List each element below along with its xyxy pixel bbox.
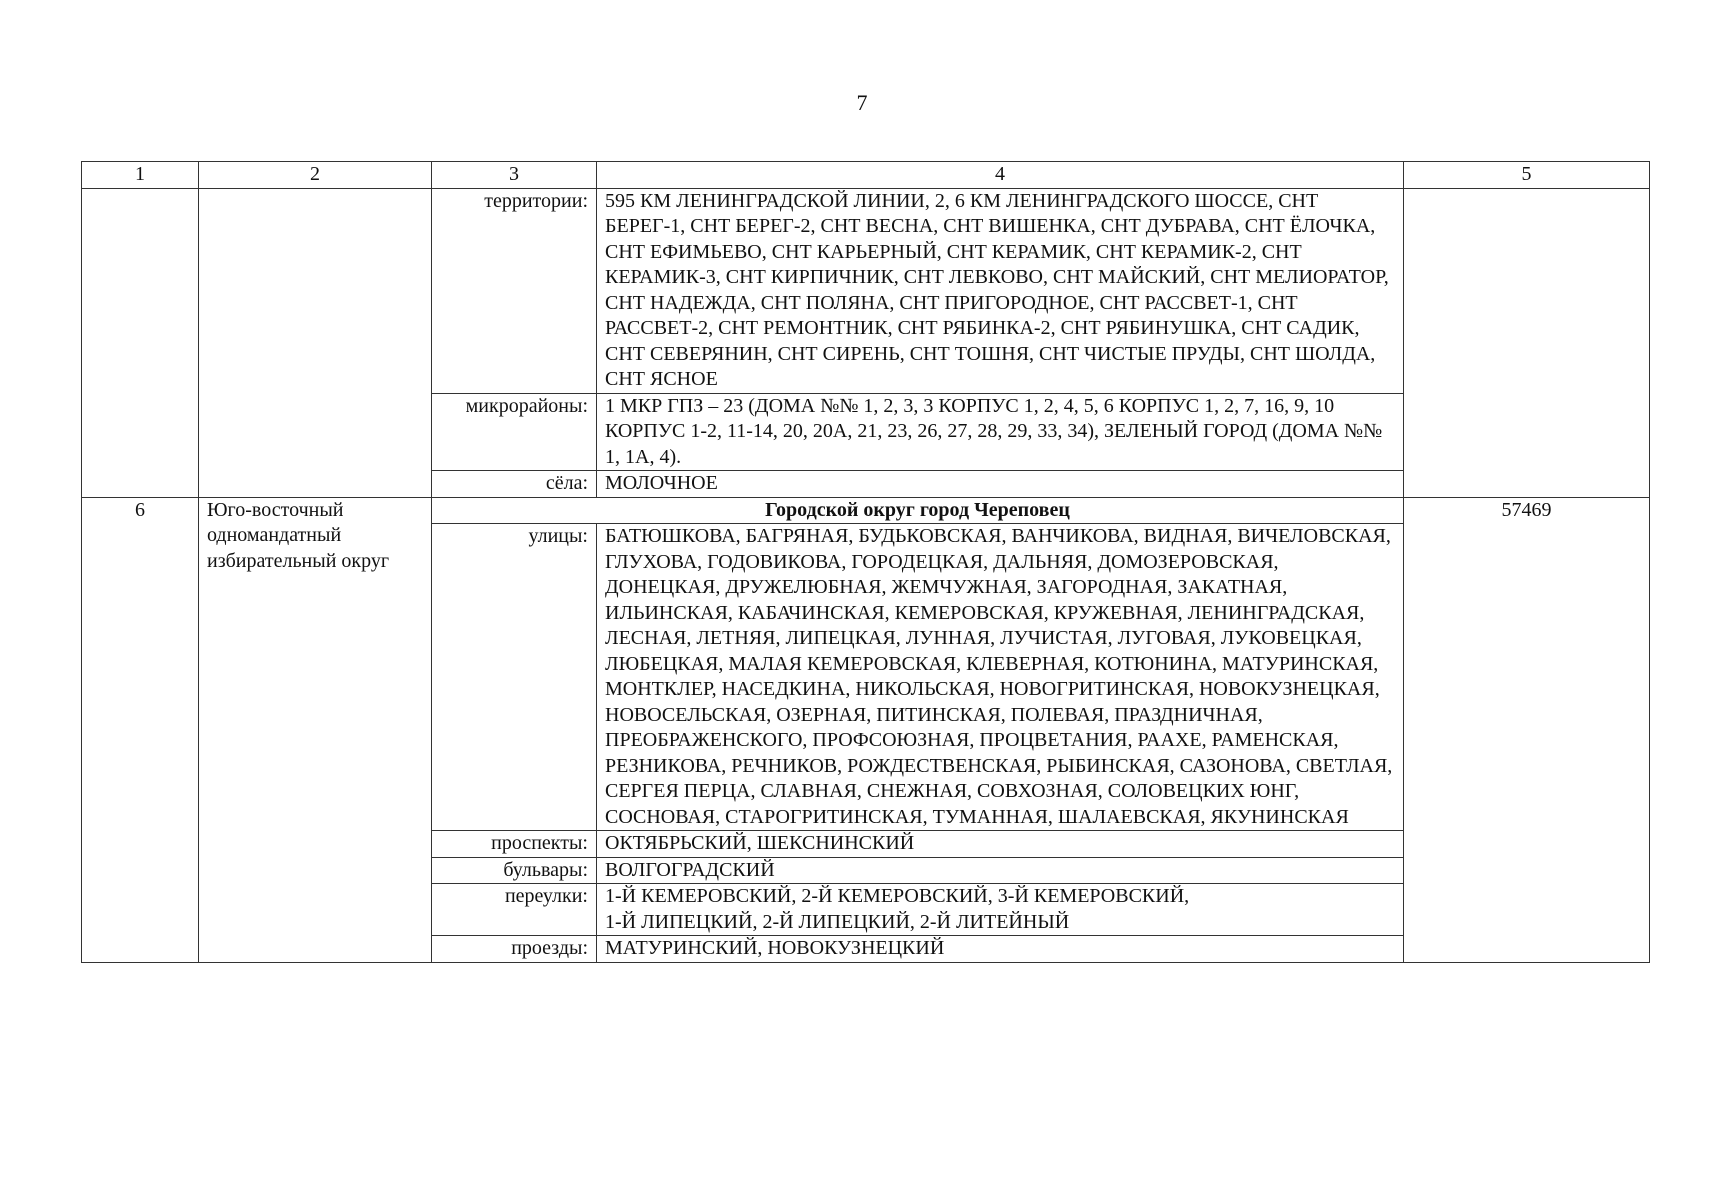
streets-text: БАТЮШКОВА, БАГРЯНАЯ, БУДЬКОВСКАЯ, ВАНЧИКОВА, ВИДНАЯ, ВИЧЕЛОВСКАЯ, ГЛУХОВА, ГОДОВИКОВА, ГОРОДЕЦКАЯ, ДАЛЬНЯЯ, ДОМОЗЕРОВСКАЯ, ДОНЕЦКАЯ, ДРУЖЕЛЮБНАЯ, ЖЕМЧУЖНАЯ, ЗАГОРОДНАЯ, ЗАКАТНАЯ, ИЛЬИНСКАЯ, КАБАЧИНСКАЯ, КЕМЕРОВСКАЯ, КРУЖЕВНАЯ, ЛЕНИНГРАДСКАЯ, ЛЕСНАЯ, ЛЕТНЯЯ, ЛИПЕЦКАЯ, ЛУННАЯ, ЛУЧИСТАЯ, ЛУГОВАЯ, ЛУКОВЕЦКАЯ, ЛЮБЕЦКАЯ, МАЛАЯ КЕМЕРОВСКАЯ, КЛЕВЕРНАЯ, КОТЮНИНА, МАТУРИНСКАЯ, МОНТКЛЕР, НАСЕДКИНА, НИКОЛЬСКАЯ, НОВОГРИТИНСКАЯ, НОВОКУЗНЕЦКАЯ, НОВОСЕЛЬСКАЯ, ОЗЕРНАЯ, ПИТИНСКАЯ, ПОЛЕВАЯ, ПРАЗДНИЧНАЯ, ПРЕОБРАЖЕНСКОГО, ПРОФСОЮЗНАЯ, ПРОЦВЕТАНИЯ, РААХЕ, РАМЕНСКАЯ, РЕЗНИКОВА, РЕЧНИКОВ, РОЖДЕСТВЕНСКАЯ, РЫБИНСКАЯ, САЗОНОВА, СВЕТЛАЯ, СЕРГЕЯ ПЕРЦА, СЛАВНАЯ, СНЕЖНАЯ, СОВХОЗНАЯ, СОЛОВЕЦКИХ ЮНГ, СОСНОВАЯ, СТАРОГРИТИНСКАЯ, ТУМАННАЯ, ШАЛАЕВСКАЯ, ЯКУНИНСКАЯ — [597, 524, 1404, 831]
lanes-line: 1-Й ЛИПЕЦКИЙ, 2-Й ЛИПЕЦКИЙ, 2-Й ЛИТЕЙНЫЙ — [605, 910, 1070, 933]
empty-cell — [1404, 188, 1650, 497]
column-header: 2 — [199, 162, 432, 189]
lanes-label: переулки: — [432, 884, 597, 936]
column-header: 1 — [82, 162, 199, 189]
territories-label: территории: — [432, 188, 597, 393]
passages-text: МАТУРИНСКИЙ, НОВОКУЗНЕЦКИЙ — [597, 936, 1404, 963]
table-row — [82, 497, 1650, 524]
empty-cell — [199, 188, 432, 497]
streets-label: улицы: — [432, 524, 597, 831]
districts-table — [81, 161, 1650, 963]
municipality-title: Городской округ город Череповец — [432, 497, 1404, 524]
territories-text: 595 КМ ЛЕНИНГРАДСКОЙ ЛИНИИ, 2, 6 КМ ЛЕНИНГРАДСКОГО ШОССЕ, СНТ БЕРЕГ-1, СНТ БЕРЕГ-2, СНТ ВЕСНА, СНТ ВИШЕНКА, СНТ ДУБРАВА, СНТ ЁЛОЧКА, СНТ ЕФИМЬЕВО, СНТ КАРЬЕРНЫЙ, СНТ КЕРАМИК, СНТ КЕРАМИК-2, СНТ КЕРАМИК-3, СНТ КИРПИЧНИК, СНТ ЛЕВКОВО, СНТ МАЙСКИЙ, СНТ МЕЛИОРАТОР, СНТ НАДЕЖДА, СНТ ПОЛЯНА, СНТ ПРИГОРОДНОЕ, СНТ РАССВЕТ-1, СНТ РАССВЕТ-2, СНТ РЕМОНТНИК, СНТ РЯБИНКА-2, СНТ РЯБИНУШКА, СНТ САДИК, СНТ СЕВЕРЯНИН, СНТ СИРЕНЬ, СНТ ТОШНЯ, СНТ ЧИСТЫЕ ПРУДЫ, СНТ ШОЛДА, СНТ ЯСНОЕ — [597, 188, 1404, 393]
villages-text: МОЛОЧНОЕ — [597, 471, 1404, 498]
avenues-label: проспекты: — [432, 831, 597, 858]
lanes-line: 1-Й КЕМЕРОВСКИЙ, 2-Й КЕМЕРОВСКИЙ, 3-Й КЕМЕРОВСКИЙ, — [605, 885, 1190, 907]
lanes-text — [597, 884, 1404, 936]
voter-count: 57469 — [1404, 497, 1650, 962]
villages-label: сёла: — [432, 471, 597, 498]
district-number: 6 — [82, 497, 199, 962]
column-header: 3 — [432, 162, 597, 189]
microdistricts-text: 1 МКР ГПЗ – 23 (ДОМА №№ 1, 2, 3, 3 КОРПУС 1, 2, 4, 5, 6 КОРПУС 1, 2, 7, 16, 9, 10 КОРПУС 1-2, 11-14, 20, 20А, 21, 23, 26, 27, 28, 29, 33, 34), ЗЕЛЕНЫЙ ГОРОД (ДОМА №№ 1, 1А, 4). — [597, 393, 1404, 471]
passages-label: проезды: — [432, 936, 597, 963]
microdistricts-label: микрорайоны: — [432, 393, 597, 471]
page-number: 7 — [856, 90, 868, 115]
avenues-text: ОКТЯБРЬСКИЙ, ШЕКСНИНСКИЙ — [597, 831, 1404, 858]
table-row — [82, 188, 1650, 393]
column-header: 4 — [597, 162, 1404, 189]
boulevards-label: бульвары: — [432, 857, 597, 884]
district-name: Юго-восточный одномандатный избирательный округ — [199, 497, 432, 962]
empty-cell — [82, 188, 199, 497]
table-header-row — [82, 162, 1650, 189]
column-header: 5 — [1404, 162, 1650, 189]
boulevards-text: ВОЛГОГРАДСКИЙ — [597, 857, 1404, 884]
